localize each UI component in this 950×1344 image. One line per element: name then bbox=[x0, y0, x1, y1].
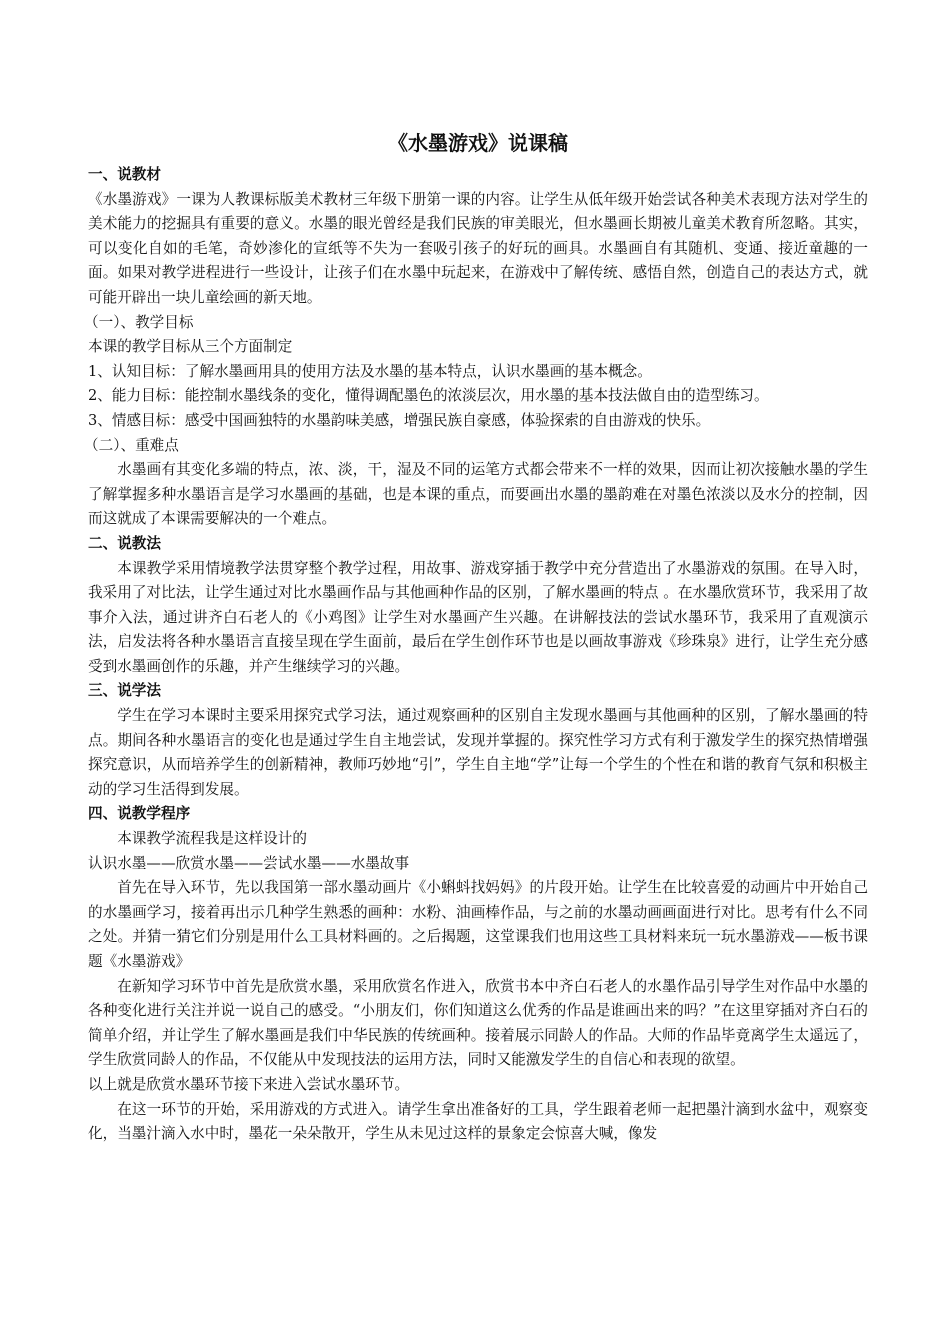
paragraph-goals-intro: 本课的教学目标从三个方面制定 bbox=[88, 338, 293, 356]
paragraph-procedure-intro: 本课教学流程我是这样设计的 bbox=[117, 830, 307, 848]
paragraph-procedure-flow: 认识水墨——欣赏水墨——尝试水墨——水墨故事 bbox=[88, 854, 410, 872]
document-page bbox=[84, 0, 868, 1147]
section-heading-learning-method: 三、说学法 bbox=[88, 682, 161, 700]
paragraph-teaching-method: 本课教学采用情境教学法贯穿整个教学过程，用故事、游戏穿插于教学中充分营造出了水墨游戏的氛围。在导入时，我采用了对比法，让学生通过对比水墨画作品与其他画种作品的区别，了解水墨画的特点 。在水墨欣赏环节，我采用了故事介入法，通过讲齐白石老人的《小鸡图》让学生对水墨画产生兴趣。在讲解技法的尝试水墨环节，我采用了直观演示法，启发法将各种水墨语言直接呈现在学生面前，最后在学生创作环节也是以画故事游戏《珍珠泉》进行，让学生充分感受到水墨画创作的乐趣，并产生继续学习的兴趣。 bbox=[88, 559, 868, 675]
section-heading-textbook: 一、说教材 bbox=[88, 166, 161, 183]
paragraph-procedure-intro-stage: 首先在导入环节，先以我国第一部水墨动画片《小蝌蚪找妈妈》的片段开始。让学生在比较喜爱的动画片中开始自己的水墨画学习，接着再出示几种学生熟悉的画种：水粉、油画棒作品，与之前的水墨动画画面进行对比。思考有什么不同之处。并猜一猜它们分别是用什么工具材料画的。之后揭题，这堂课我们也用这些工具材料来玩一玩水墨游戏——板书课题《水墨游戏》 bbox=[88, 879, 868, 970]
list-item-goal-1: 1、认知目标：了解水墨画用具的使用方法及水墨的基本特点，认识水墨画的基本概念。 bbox=[88, 362, 652, 380]
section-heading-teaching-method: 二、说教法 bbox=[88, 534, 161, 552]
paragraph-procedure-appreciation: 在新知学习环节中首先是欣赏水墨，采用欣赏名作进入，欣赏书本中齐白石老人的水墨作品引导学生对作品中水墨的各种变化进行关注并说一说自己的感受。“小朋友们，你们知道这么优秀的作品是谁画出来的吗？”在这里穿插对齐白石的简单介绍，并让学生了解水墨画是我们中华民族的传统画种。接着展示同龄人的作品。大师的作品毕竟离学生太遥远了，学生欣赏同龄人的作品，不仅能从中发现技法的运用方法，同时又能激发学生的自信心和表现的欲望。 bbox=[88, 977, 868, 1069]
paragraph-procedure-trial: 在这一环节的开始，采用游戏的方式进入。请学生拿出准备好的工具，学生跟着老师一起把墨汁滴到水盆中，观察变化，当墨汁滴入水中时，墨花一朵朵散开，学生从未见过这样的景象定会惊喜大喊，像发 bbox=[88, 1100, 868, 1143]
document-title: 《水墨游戏》说课稿 bbox=[388, 131, 568, 155]
paragraph-learning-method: 学生在学习本课时主要采用探究式学习法，通过观察画种的区别自主发现水墨画与其他画种的区别，了解水墨画的特点。期间各种水墨语言的变化也是通过学生自主地尝试，发现并掌握的。探究性学习方式有利于激发学生的探究热情增强探究意识，从而培养学生的创新精神，教师巧妙地“引”，学生自主地“学”让每一个学生的个性在和谐的教育气氛和积极主动的学习生活得到发展。 bbox=[88, 707, 868, 798]
list-item-goal-2: 2、能力目标：能控制水墨线条的变化，懂得调配墨色的浓淡层次，用水墨的基本技法做自由的造型练习。 bbox=[88, 387, 769, 405]
paragraph-textbook-intro: 《水墨游戏》一课为人教课标版美术教材三年级下册第一课的内容。让学生从低年级开始尝试各种美术表现方法对学生的美术能力的挖掘具有重要的意义。水墨的眼光曾经是我们民族的审美眼光，但水墨画长期被儿童美术教育所忽略。其实，可以变化自如的毛笔，奇妙渗化的宣纸等不失为一套吸引孩子的好玩的画具。水墨画自有其随机、变通、接近童趣的一面。如果对教学进程进行一些设计，让孩子们在水墨中玩起来，在游戏中了解传统、感悟自然，创造自己的表达方式，就可能开辟出一块儿童绘画的新天地。 bbox=[88, 190, 868, 306]
list-item-goal-3: 3、情感目标：感受中国画独特的水墨韵味美感，增强民族自豪感，体验探索的自由游戏的快乐。 bbox=[88, 411, 711, 429]
section-heading-teaching-procedure: 四、说教学程序 bbox=[88, 805, 191, 823]
paragraph-key-points: 水墨画有其变化多端的特点，浓、淡，干，湿及不同的运笔方式都会带来不一样的效果，因而让初次接触水墨的学生了解掌握多种水墨语言是学习水墨画的基础，也是本课的重点，而要画出水墨的墨韵难在对墨色浓淡以及水分的控制，因而这就成了本课需要解决的一个难点。 bbox=[88, 461, 868, 528]
subheading-key-points: （二）、重难点 bbox=[84, 436, 179, 454]
paragraph-procedure-transition: 以上就是欣赏水墨环节接下来进入尝试水墨环节。 bbox=[88, 1075, 410, 1093]
subheading-teaching-goals: （一）、教学目标 bbox=[84, 313, 194, 331]
